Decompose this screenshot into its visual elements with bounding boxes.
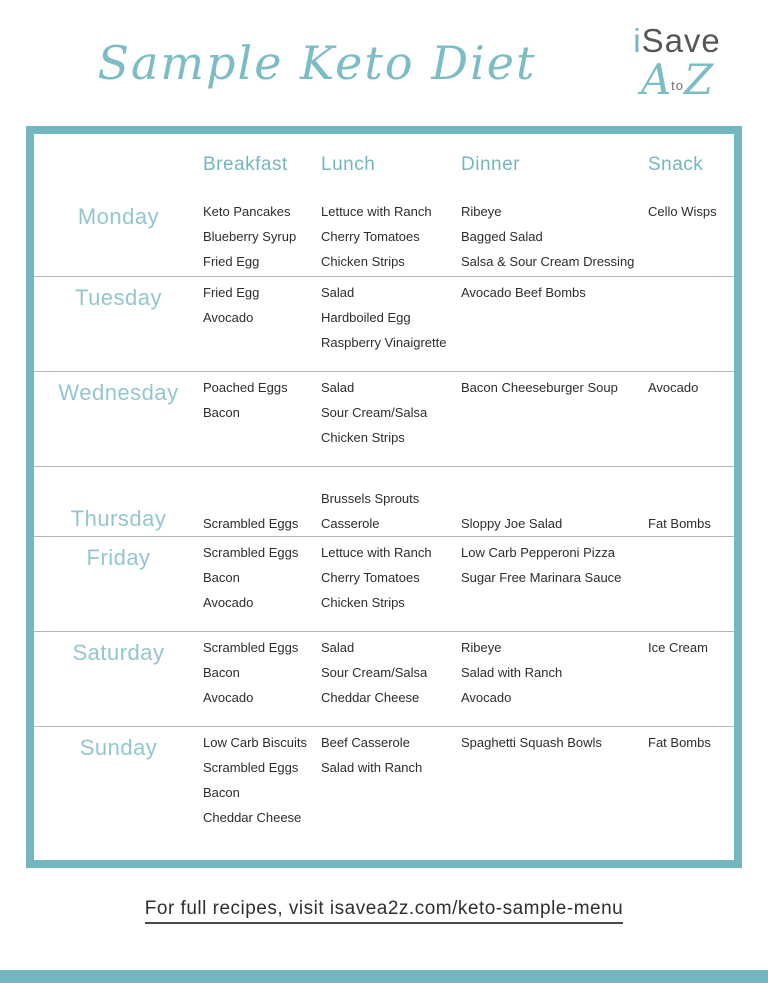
meal-item: Scrambled Eggs <box>203 516 299 531</box>
snack-cell <box>648 196 734 276</box>
table-row <box>34 372 734 467</box>
column-header-breakfast: Breakfast <box>203 154 288 175</box>
dinner-cell <box>461 467 648 536</box>
lunch-cell <box>321 537 461 631</box>
meal-item: Hardboiled Egg <box>321 310 411 325</box>
logo-letter-a: A <box>640 55 672 104</box>
title-wrap <box>26 20 608 90</box>
day-cell <box>34 277 203 371</box>
day-label: Saturday <box>72 640 165 665</box>
meal-item: Bagged Salad <box>461 229 543 244</box>
logo-word-to: to <box>671 78 684 93</box>
lunch-cell <box>321 196 461 276</box>
day-cell <box>34 727 203 860</box>
meal-item: Bacon Cheeseburger Soup <box>461 380 618 395</box>
column-header-snack: Snack <box>648 154 704 175</box>
meal-item: Avocado <box>203 690 254 705</box>
meal-item: Sour Cream/Salsa <box>321 405 428 420</box>
meal-item: Brussels Sprouts <box>321 491 420 506</box>
meal-item: Beef Casserole <box>321 735 410 750</box>
table-body <box>34 196 734 860</box>
snack-cell <box>648 537 734 631</box>
breakfast-cell <box>203 632 321 726</box>
page-header <box>0 0 768 118</box>
meal-item: Scrambled Eggs <box>203 545 299 560</box>
meal-item: Avocado <box>648 380 699 395</box>
dinner-cell <box>461 277 648 371</box>
meal-item: Poached Eggs <box>203 380 288 395</box>
day-cell <box>34 537 203 631</box>
meal-item: Avocado <box>461 690 512 705</box>
logo-letter-i: i <box>633 22 642 59</box>
meal-item: Low Carb Pepperoni Pizza <box>461 545 615 560</box>
dinner-cell <box>461 196 648 276</box>
meal-item: Ribeye <box>461 640 502 655</box>
day-label: Monday <box>77 204 160 229</box>
meal-item: Fried Egg <box>203 254 260 269</box>
breakfast-cell <box>203 467 321 536</box>
logo-word-save: Save <box>641 22 721 59</box>
meal-item: Casserole <box>321 516 380 531</box>
meal-item: Sour Cream/Salsa <box>321 665 428 680</box>
meal-item: Lettuce with Ranch <box>321 204 432 219</box>
page-footer <box>0 898 768 924</box>
table-row <box>34 632 734 727</box>
meal-item: Bacon <box>203 785 240 800</box>
day-label: Sunday <box>79 735 158 760</box>
dinner-cell <box>461 372 648 466</box>
meal-item: Avocado Beef Bombs <box>461 285 586 300</box>
logo-isave <box>608 24 746 57</box>
meal-item: Sloppy Joe Salad <box>461 516 563 531</box>
breakfast-cell <box>203 196 321 276</box>
meal-item: Bacon <box>203 405 240 420</box>
meal-item: Bacon <box>203 570 240 585</box>
meal-item: Salad with Ranch <box>321 760 423 775</box>
meal-item: Avocado <box>203 595 254 610</box>
footer-recipes-link[interactable]: For full recipes, visit isavea2z.com/keto-sample-menu <box>145 898 623 924</box>
breakfast-cell <box>203 277 321 371</box>
bottom-accent-bar <box>0 970 768 983</box>
table-row <box>34 196 734 277</box>
table-row <box>34 727 734 860</box>
meal-item: Raspberry Vinaigrette <box>321 335 447 350</box>
day-label: Thursday <box>70 505 167 531</box>
day-label: Tuesday <box>74 285 163 310</box>
table-row <box>34 277 734 372</box>
breakfast-cell <box>203 372 321 466</box>
isavea2z-logo <box>608 20 746 104</box>
meal-item: Fried Egg <box>203 285 260 300</box>
day-label: Friday <box>86 545 151 570</box>
meal-item: Salad <box>321 285 355 300</box>
meal-item: Cheddar Cheese <box>203 810 302 825</box>
meal-item: Fat Bombs <box>648 735 711 750</box>
lunch-cell <box>321 277 461 371</box>
meal-item: Avocado <box>203 310 254 325</box>
meal-item: Bacon <box>203 665 240 680</box>
snack-cell <box>648 372 734 466</box>
meal-item: Keto Pancakes <box>203 204 291 219</box>
logo-letter-z: Z <box>684 55 714 104</box>
meal-item: Low Carb Biscuits <box>203 735 308 750</box>
table-row <box>34 537 734 632</box>
snack-cell <box>648 632 734 726</box>
meal-item: Cherry Tomatoes <box>321 570 420 585</box>
day-cell <box>34 632 203 726</box>
meal-item: Blueberry Syrup <box>203 229 297 244</box>
meal-item: Ribeye <box>461 204 502 219</box>
lunch-cell <box>321 467 461 536</box>
meal-item: Chicken Strips <box>321 430 405 445</box>
dinner-cell <box>461 632 648 726</box>
page-title: Sample Keto Diet <box>97 36 537 90</box>
day-cell <box>34 196 203 276</box>
meal-item: Scrambled Eggs <box>203 760 299 775</box>
meal-item: Fat Bombs <box>648 516 711 531</box>
day-cell <box>34 467 203 536</box>
table-header-row <box>34 134 734 196</box>
table-row <box>34 467 734 537</box>
lunch-cell <box>321 632 461 726</box>
meal-item: Lettuce with Ranch <box>321 545 432 560</box>
meal-item: Sugar Free Marinara Sauce <box>461 570 622 585</box>
meal-item: Cheddar Cheese <box>321 690 420 705</box>
snack-cell <box>648 727 734 860</box>
logo-atoz <box>608 55 746 104</box>
meal-item: Spaghetti Squash Bowls <box>461 735 602 750</box>
meal-item: Cherry Tomatoes <box>321 229 420 244</box>
meal-plan-table <box>26 126 742 868</box>
meal-item: Salsa & Sour Cream Dressing <box>461 254 635 269</box>
meal-item: Salad <box>321 640 355 655</box>
meal-item: Scrambled Eggs <box>203 640 299 655</box>
dinner-cell <box>461 537 648 631</box>
dinner-cell <box>461 727 648 860</box>
meal-item: Ice Cream <box>648 640 708 655</box>
column-header-lunch: Lunch <box>321 154 376 175</box>
meal-item: Chicken Strips <box>321 254 405 269</box>
snack-cell <box>648 277 734 371</box>
meal-item: Chicken Strips <box>321 595 405 610</box>
meal-item: Cello Wisps <box>648 204 717 219</box>
lunch-cell <box>321 727 461 860</box>
breakfast-cell <box>203 727 321 860</box>
meal-item: Salad <box>321 380 355 395</box>
column-header-dinner: Dinner <box>461 154 520 175</box>
meal-item: Salad with Ranch <box>461 665 563 680</box>
day-label: Wednesday <box>58 380 179 405</box>
lunch-cell <box>321 372 461 466</box>
snack-cell <box>648 467 734 536</box>
day-cell <box>34 372 203 466</box>
breakfast-cell <box>203 537 321 631</box>
